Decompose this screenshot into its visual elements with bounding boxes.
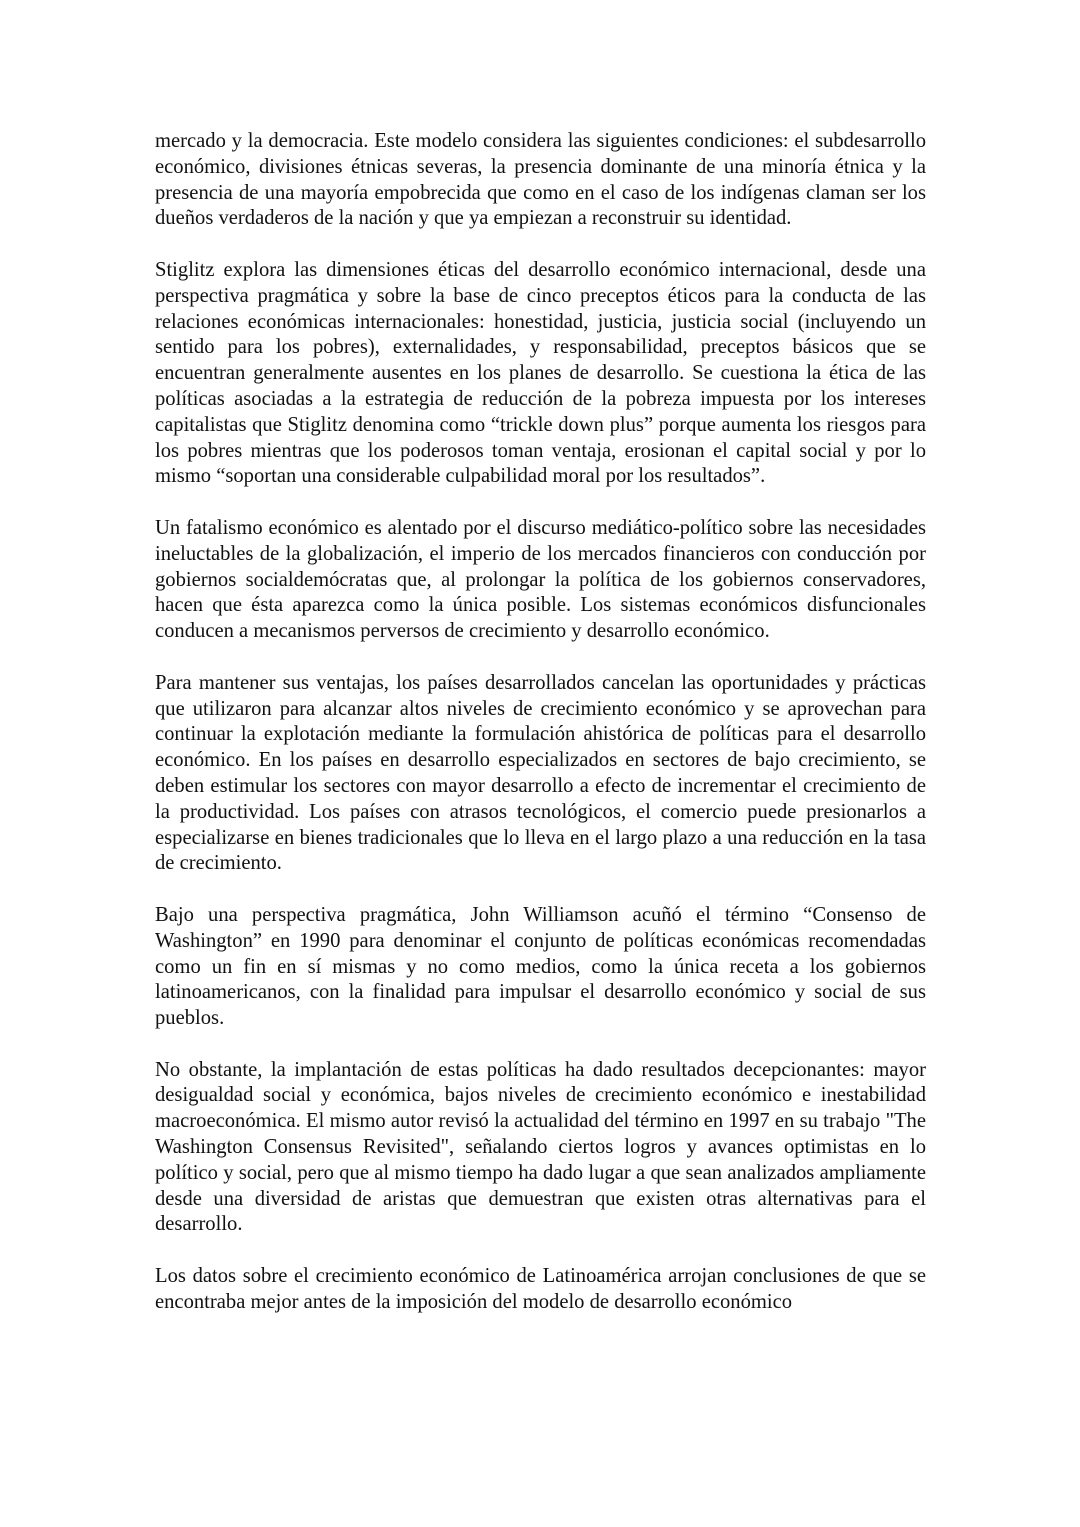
paragraph: No obstante, la implantación de estas políticas ha dado resultados decepcionantes: mayor desigualdad social y económica, bajos niveles de crecimiento económico e inestabilidad macroeconómica. El mismo autor revisó la actualidad del término en 1997 en su trabajo "The Washington Consensus Revisited", señalando ciertos logros y avances optimistas en lo político y social, pero que al mismo tiempo ha dado lugar a que sean analizados ampliamente desde una diversidad de aristas que demuestran que existen otras alternativas para el desarrollo. <box>155 1058 926 1236</box>
paragraph: Bajo una perspectiva pragmática, John Williamson acuñó el término “Consenso de Washington” en 1990 para denominar el conjunto de políticas económicas recomendadas como un fin en sí mismas y no como medios, como la única receta a los gobiernos latinoamericanos, con la finalidad para impulsar el desarrollo económico y social de sus pueblos. <box>155 903 926 1030</box>
paragraph: Un fatalismo económico es alentado por el discurso mediático-político sobre las necesidades ineluctables de la globalización, el imperio de los mercados financieros con conducción por gobiernos socialdemócratas que, al prolongar la política de los gobiernos conservadores, hacen que ésta aparezca como la única posible. Los sistemas económicos disfuncionales conducen a mecanismos perversos de crecimiento y desarrollo económico. <box>155 516 926 643</box>
document-page <box>155 129 926 1316</box>
paragraph: Para mantener sus ventajas, los países desarrollados cancelan las oportunidades y prácticas que utilizaron para alcanzar altos niveles de crecimiento económico y se aprovechan para continuar la explotación mediante la formulación ahistórica de políticas para el desarrollo económico. En los países en desarrollo especializados en sectores de bajo crecimiento, se deben estimular los sectores con mayor desarrollo a efecto de incrementar el crecimiento de la productividad. Los países con atrasos tecnológicos, el comercio puede presionarlos a especializarse en bienes tradicionales que lo lleva en el largo plazo a una reducción en la tasa de crecimiento. <box>155 671 926 875</box>
paragraph: mercado y la democracia. Este modelo considera las siguientes condiciones: el subdesarrollo económico, divisiones étnicas severas, la presencia dominante de una minoría étnica y la presencia de una mayoría empobrecida que como en el caso de los indígenas claman ser los dueños verdaderos de la nación y que ya empiezan a reconstruir su identidad. <box>155 130 926 230</box>
paragraph: Stiglitz explora las dimensiones éticas del desarrollo económico internacional, desde una perspectiva pragmática y sobre la base de cinco preceptos éticos para la conducta de las relaciones económicas internacionales: honestidad, justicia, justicia social (incluyendo un sentido para los pobres), externalidades, y responsabilidad, preceptos básicos que se encuentran generalmente ausentes en los planes de desarrollo. Se cuestiona la ética de las políticas asociadas a la estrategia de reducción de la pobreza impuesta por los intereses capitalistas que Stiglitz denomina como “trickle down plus” porque aumenta los riesgos para los pobres mientras que los poderosos toman ventaja, erosionan el capital social y por lo mismo “soportan una considerable culpabilidad moral por los resultados”. <box>155 258 926 488</box>
paragraph: Los datos sobre el crecimiento económico de Latinoamérica arrojan conclusiones de que se encontraba mejor antes de la imposición del modelo de desarrollo económico <box>155 1265 926 1313</box>
